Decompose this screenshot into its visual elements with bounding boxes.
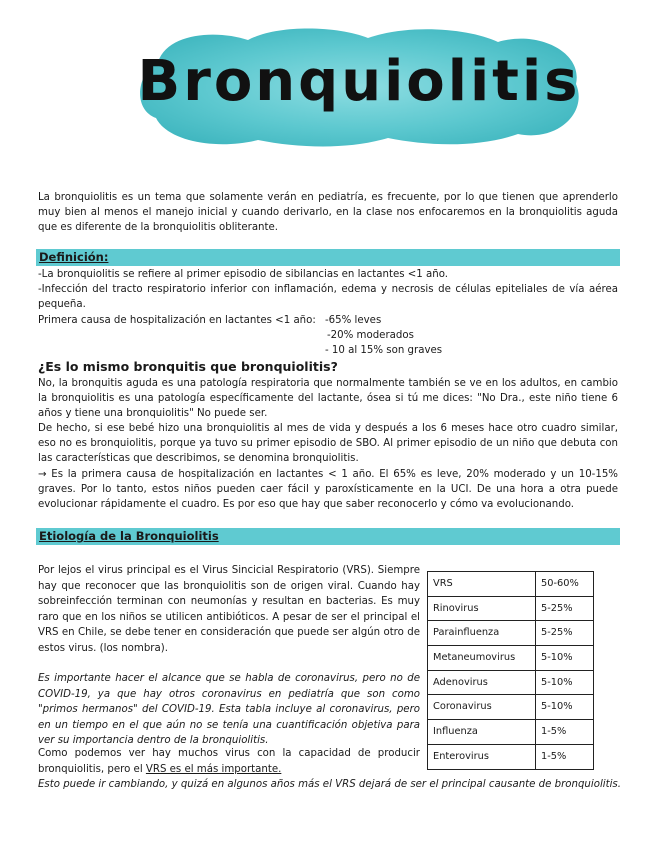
table-row: [428, 744, 594, 769]
virus-pct-cell: 5-10%: [536, 695, 594, 720]
pregunta-paragraph-2: De hecho, si ese bebé hizo una bronquiolitis al mes de vida y después a los 6 meses hace otro cuadro similar, eso no es bronquiolitis, porque ya tuvo su primer episodio de SBO. Al primer episodio de un niño que debuta con las características que describimos, se denomina bronquiolitis.: [38, 423, 618, 464]
severity-graves: - 10 al 15% son graves: [325, 345, 443, 356]
hospitalizacion-label: Primera causa de hospitalización en lactantes <1 año:: [38, 315, 316, 326]
virus-pct-cell: 1-5%: [536, 744, 594, 769]
virus-pct-cell: 5-25%: [536, 596, 594, 621]
etiologia-paragraph-1: Por lejos el virus principal es el Virus Sincicial Respiratorio (VRS). Siempre hay que reconocer que las bronquiolitis son de origen viral. Cuando hay sobreinfección terminan con neumonías y resultan en bacterias. Es muy raro que en los niños se utilicen antibióticos. A pesar de ser el principal el VRS en Chile, se debe tener en consideración que puede ser algún otro de estos virus. (los nombra).: [38, 565, 420, 654]
virus-frequency-table: [427, 571, 594, 770]
virus-name-cell: VRS: [428, 572, 536, 597]
virus-pct-cell: 5-10%: [536, 670, 594, 695]
definicion-heading-bar: [36, 249, 620, 266]
vrs-importante-underline: VRS es el más importante.: [145, 763, 282, 775]
virus-name-cell: Rinovirus: [428, 596, 536, 621]
definicion-line-2: -Infección del tracto respiratorio inferior con inflamación, edema y necrosis de células epiteliales de vía aérea pequeña.: [38, 284, 618, 310]
virus-pct-cell: 50-60%: [536, 572, 594, 597]
table-row: [428, 621, 594, 646]
etiologia-paragraph-4: Esto puede ir cambiando, y quizá en algunos años más el VRS dejará de ser el principal causante de bronquiolitis.: [38, 779, 621, 790]
virus-pct-cell: 5-25%: [536, 621, 594, 646]
table-row: [428, 695, 594, 720]
virus-name-cell: Metaneumovirus: [428, 646, 536, 671]
etiologia-paragraph-3-text: Como podemos ver hay muchos virus con la capacidad de producir bronquiolitis, pero el: [38, 748, 420, 775]
virus-name-cell: Influenza: [428, 720, 536, 745]
severity-leves: -65% leves: [325, 315, 382, 326]
table-row: [428, 572, 594, 597]
pregunta-paragraph-1: No, la bronquitis aguda es una patología respiratoria que normalmente también se ve en los adultos, en cambio la bronquiolitis es una patología específicamente del lactante, ósea si tú me dices: "No Dra., este niño tiene 6 años y tiene una bronquiolitis" No puede ser.: [38, 378, 618, 419]
pregunta-paragraph-3: → Es la primera causa de hospitalización en lactantes < 1 año. El 65% es leve, 20% moderado y un 10-15% graves. Por lo tanto, estos niños pueden caer fácil y paroxísticamente en la UCI. De una hora a otra puede evolucionar rápidamente el cuadro. Es por eso que hay que saber reconocerlo y cómo va evolucionando.: [38, 469, 618, 510]
table-row: [428, 646, 594, 671]
table-row: [428, 670, 594, 695]
virus-name-cell: Adenovirus: [428, 670, 536, 695]
severity-moderados: -20% moderados: [327, 330, 414, 341]
page-title: Bronquiolitis: [137, 49, 581, 114]
virus-pct-cell: 5-10%: [536, 646, 594, 671]
bronquitis-question-heading: ¿Es lo mismo bronquitis que bronquiolitis?: [38, 359, 338, 374]
intro-paragraph: La bronquiolitis es un tema que solamente verán en pediatría, es frecuente, por lo que tienen que aprenderlo muy bien al menos el manejo inicial y cuando derivarlo, en la clase nos enfocaremos en la bronquiolitis aguda que es diferente de la bronquiolitis obliterante.: [38, 192, 618, 233]
virus-name-cell: Enterovirus: [428, 744, 536, 769]
table-row: [428, 720, 594, 745]
title-banner: [128, 22, 590, 152]
table-row: [428, 596, 594, 621]
etiologia-heading-bar: [36, 528, 620, 545]
etiologia-paragraph-2: Es importante hacer el alcance que se habla de coronavirus, pero no de COVID-19, ya que hay otros coronavirus en pediatría que son como "primos hermanos" del COVID-19. Esta tabla incluye al coronavirus, pero en un tiempo en el que aún no se tenía una cuantificación objetiva para ver su importancia dentro de la bronquiolitis.: [38, 673, 420, 746]
definicion-heading: Definición:: [39, 250, 109, 264]
virus-name-cell: Parainfluenza: [428, 621, 536, 646]
etiologia-heading: Etiología de la Bronquiolitis: [39, 529, 219, 543]
definicion-line-1: -La bronquiolitis se refiere al primer episodio de sibilancias en lactantes <1 año.: [38, 269, 449, 280]
virus-name-cell: Coronavirus: [428, 695, 536, 720]
etiologia-paragraph-3: [38, 746, 420, 777]
virus-pct-cell: 1-5%: [536, 720, 594, 745]
